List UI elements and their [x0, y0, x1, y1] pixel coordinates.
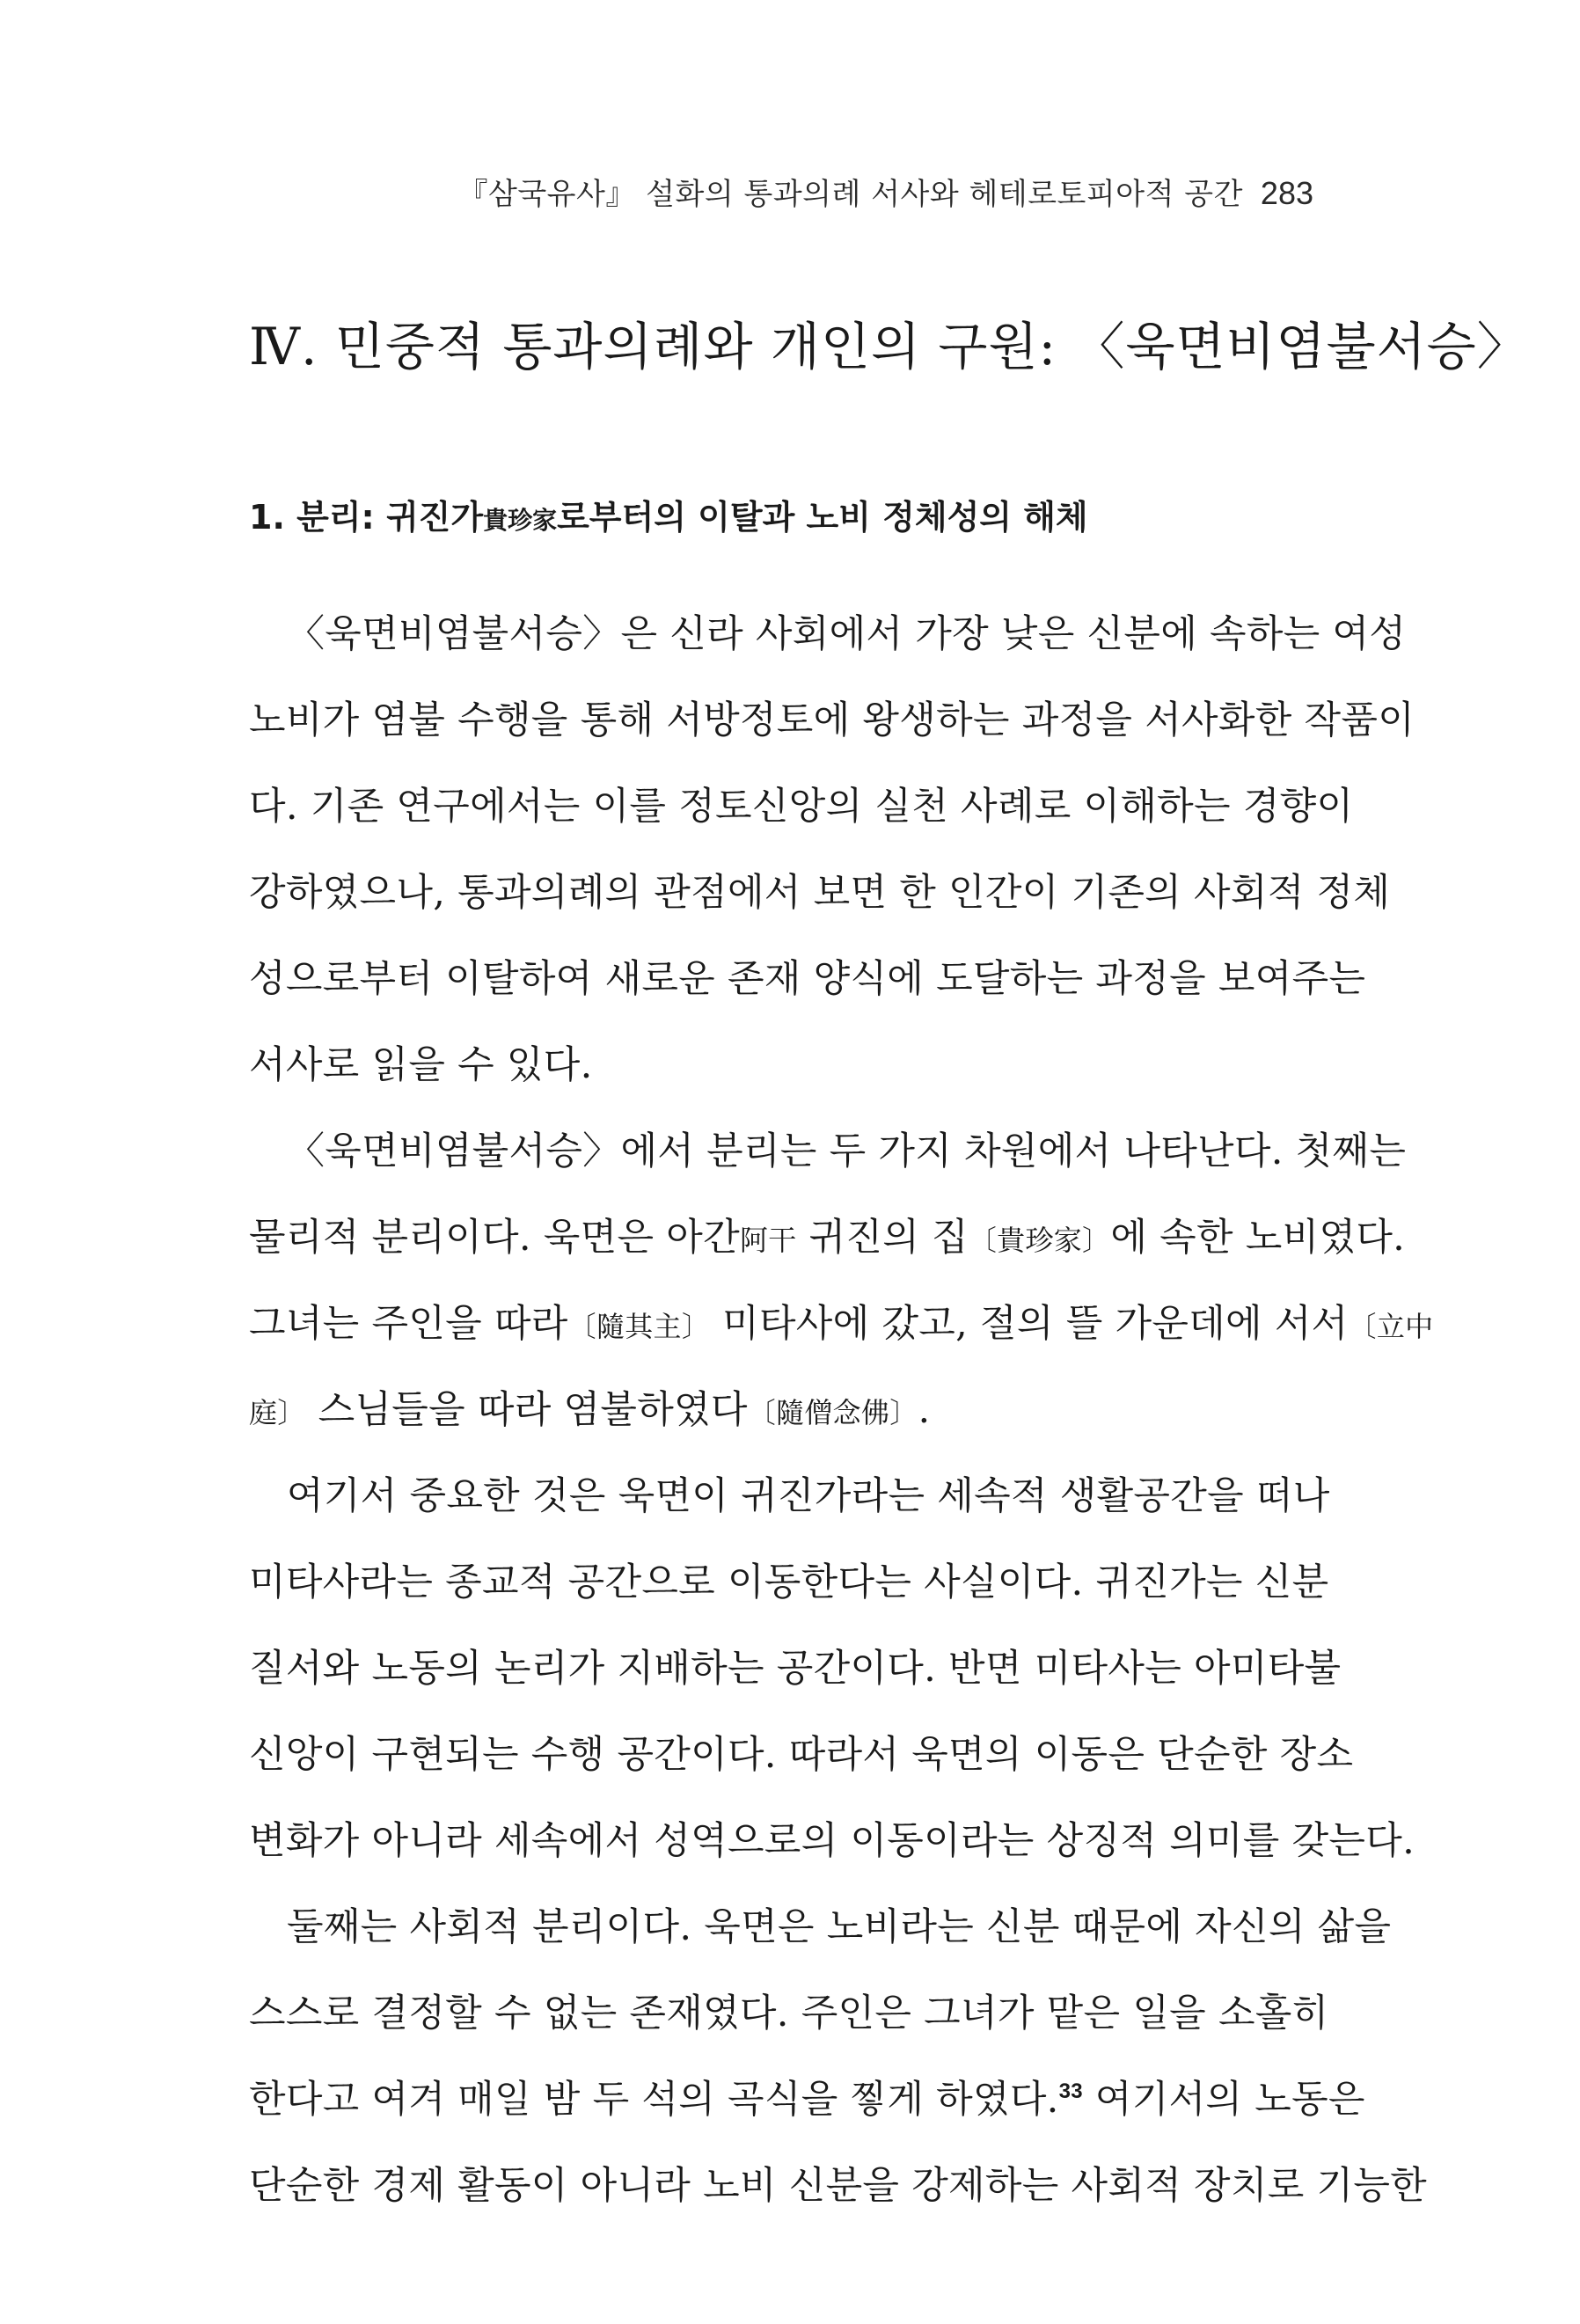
- text-segment: 미타사에 갔고, 절의 뜰 가운데에 서서: [710, 1302, 1349, 1346]
- running-title: 『삼국유사』 설화의 통과의례 서사와 헤테로토피아적 공간: [457, 177, 1243, 212]
- text-line: 강하였으나, 통과의례의 관점에서 보면 한 인간이 기존의 사회적 정체: [249, 871, 1391, 915]
- text-segment: 그녀는 주인을 따라: [249, 1302, 568, 1346]
- text-line: 스스로 결정할 수 없는 존재였다. 주인은 그녀가 맡은 일을 소홀히: [249, 1991, 1329, 2035]
- section-heading-text-rest: 로부터의 이탈과 노비 정체성의 해체: [557, 498, 1088, 537]
- running-header: [457, 172, 1313, 216]
- text-segment: 한다고 여겨 매일 밤 두 석의 곡식을 찧게 하였다.: [249, 2078, 1059, 2122]
- text-segment: .: [918, 1388, 931, 1432]
- section-heading-text: 1. 분리: 귀진가: [249, 498, 484, 537]
- hanja-annotation: 庭〕: [249, 1396, 306, 1429]
- text-line: 변화가 아니라 세속에서 성역으로의 이동이라는 상징적 의미를 갖는다.: [249, 1819, 1415, 1863]
- text-line: 서사로 읽을 수 있다.: [249, 1043, 593, 1087]
- text-line: 〈욱면비염불서승〉은 신라 사회에서 가장 낮은 신분에 속하는 여성: [287, 612, 1407, 656]
- text-line: [249, 1195, 1406, 1281]
- text-line: 신앙이 구현되는 수행 공간이다. 따라서 욱면의 이동은 단순한 장소: [249, 1733, 1354, 1777]
- footnote-reference[interactable]: 33: [1058, 2079, 1083, 2103]
- section-heading: [249, 493, 1088, 545]
- text-line: 〈욱면비염불서승〉에서 분리는 두 가지 차원에서 나타난다. 첫째는: [287, 1129, 1407, 1173]
- text-line: 다. 기존 연구에서는 이를 정토신앙의 실천 사례로 이해하는 경향이: [249, 785, 1354, 829]
- text-line: 노비가 염불 수행을 통해 서방정토에 왕생하는 과정을 서사화한 작품이: [249, 698, 1415, 742]
- text-line: 단순한 경제 활동이 아니라 노비 신분을 강제하는 사회적 장치로 기능한: [249, 2164, 1428, 2208]
- hanja-annotation: 〔貴珍家〕: [968, 1224, 1111, 1257]
- hanja-annotation: 〔隨其主〕: [567, 1310, 711, 1343]
- text-line: 여기서 중요한 것은 욱면이 귀진가라는 세속적 생활공간을 떠나: [287, 1474, 1330, 1518]
- body-text: [249, 591, 1434, 2229]
- text-line: [249, 1367, 1315, 1453]
- text-line: [249, 2057, 1365, 2143]
- hanja-annotation: 阿干: [739, 1224, 797, 1257]
- chapter-title: Ⅳ. 민중적 통과의례와 개인의 구원: 〈욱면비염불서승〉: [249, 317, 1529, 376]
- text-segment: 물리적 분리이다. 욱면은 아간: [249, 1216, 740, 1260]
- text-line: 미타사라는 종교적 공간으로 이동한다는 사실이다. 귀진가는 신분: [249, 1560, 1329, 1604]
- text-line: 둘째는 사회적 분리이다. 욱면은 노비라는 신분 때문에 자신의 삶을: [287, 1905, 1392, 1949]
- text-segment: 여기서의 노동은: [1082, 2078, 1365, 2122]
- text-line: [249, 1281, 1434, 1367]
- hanja-annotation: 〔立中: [1348, 1310, 1434, 1343]
- section-heading-hanja: 貴珍家: [483, 506, 558, 535]
- text-segment: 귀진의 집: [796, 1216, 969, 1260]
- text-segment: 스님들을 따라 염불하였다: [305, 1388, 748, 1432]
- hanja-annotation: 〔隨僧念佛〕: [747, 1396, 918, 1429]
- text-line: 질서와 노동의 논리가 지배하는 공간이다. 반면 미타사는 아미타불: [249, 1647, 1342, 1691]
- page-number: 283: [1260, 175, 1313, 211]
- text-line: 성으로부터 이탈하여 새로운 존재 양식에 도달하는 과정을 보여주는: [249, 957, 1366, 1001]
- text-segment: 에 속한 노비였다.: [1110, 1216, 1406, 1260]
